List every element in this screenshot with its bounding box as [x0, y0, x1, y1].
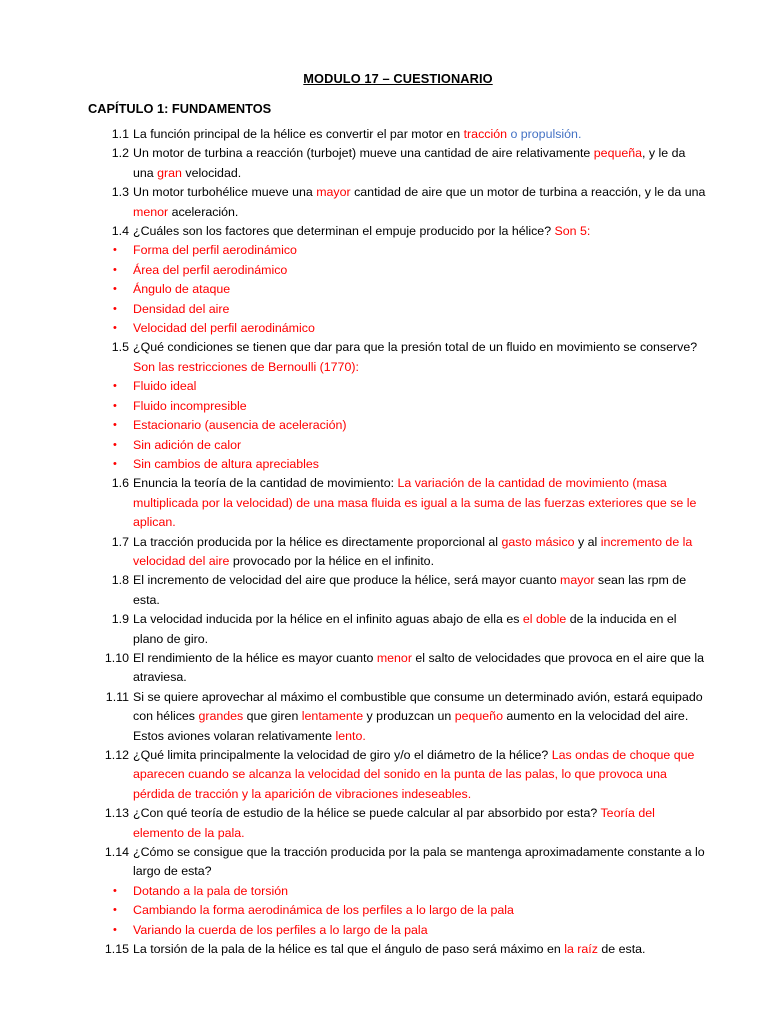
question-text-segment: El rendimiento de la hélice es mayor cuanto	[133, 650, 377, 665]
question-item	[88, 125, 708, 144]
bullet-icon: •	[113, 322, 117, 335]
answer-text: gran	[157, 165, 182, 180]
question-item	[88, 649, 708, 688]
question-text-segment: y al	[574, 534, 601, 549]
question-text	[133, 690, 703, 743]
question-text-segment: ¿Qué condiciones se tienen que dar para que la presión total de un fluido en movimiento se conserve?	[133, 340, 698, 355]
answer-bullet-list	[88, 241, 708, 338]
question-item	[88, 940, 708, 959]
question-number: 1.3	[111, 185, 129, 200]
answer-bullet-item	[113, 377, 708, 396]
question-list	[88, 125, 708, 959]
question-text-segment: La tracción producida por la hélice es directamente proporcional al	[133, 534, 502, 549]
answer-text: Teoría del elemento de la pala.	[133, 806, 655, 840]
bullet-icon: •	[113, 399, 117, 412]
question-text	[133, 146, 685, 179]
answer-bullet-text: Sin adición de calor	[133, 437, 242, 452]
answer-bullet-text: Ángulo de ataque	[133, 282, 231, 297]
answer-bullet-item	[113, 397, 708, 416]
answer-bullet-item	[113, 300, 708, 319]
question-item	[88, 571, 708, 610]
question-text	[133, 535, 692, 568]
bullet-icon: •	[113, 283, 117, 296]
bullet-icon: •	[113, 884, 117, 897]
bullet-icon: •	[113, 419, 117, 432]
question-item	[88, 804, 708, 843]
question-number: 1.2	[111, 146, 129, 161]
question-text-segment: ¿Cuáles son los factores que determinan el empuje producido por la hélice?	[133, 224, 555, 239]
question-text-segment: Enuncia la teoría de la cantidad de movimiento:	[133, 476, 398, 491]
answer-text: incremento de la velocidad del aire	[133, 534, 693, 568]
question-text-segment: sean las rpm de esta.	[133, 573, 687, 607]
question-text-segment: La función principal de la hélice es convertir el par motor en	[133, 127, 464, 141]
answer-bullet-group	[88, 241, 708, 338]
answer-text: tracción	[463, 127, 507, 141]
answer-text: Son 5:	[554, 224, 591, 239]
answer-bullet-text: Densidad del aire	[133, 301, 230, 316]
question-text-segment: La velocidad inducida por la hélice en el infinito aguas abajo de ella es	[133, 612, 523, 627]
bullet-icon: •	[113, 923, 117, 936]
document-title: MODULO 17 – CUESTIONARIO	[303, 71, 493, 86]
answer-text: pequeña	[593, 146, 643, 161]
answer-bullet-group	[88, 882, 708, 940]
question-text-segment: Si se quiere aprovechar al máximo el combustible que consume un determinado avión, estará equipado con hélices	[133, 689, 703, 724]
bullet-icon: •	[113, 244, 117, 257]
question-text	[133, 340, 697, 373]
answer-bullet-item	[113, 319, 708, 338]
question-text	[133, 224, 590, 238]
answer-text: la raíz	[564, 942, 598, 957]
question-text-segment: Un motor de turbina a reacción (turbojet) mueve una cantidad de aire relativamente	[133, 146, 594, 161]
question-text	[133, 845, 705, 878]
question-number: 1.1	[111, 127, 129, 141]
question-text-segment: ¿Cómo se consigue que la tracción producida por la pala se mantenga aproximadamente constante a lo largo de esta?	[133, 845, 705, 879]
answer-text: mayor	[316, 185, 351, 200]
question-text-segment: provocado por la hélice en el infinito.	[229, 553, 435, 568]
question-item	[88, 746, 708, 804]
answer-bullet-text: Variando la cuerda de los perfiles a lo largo de la pala	[133, 922, 428, 937]
question-text-segment: El incremento de velocidad del aire que produce la hélice, será mayor cuanto	[133, 573, 561, 588]
answer-bullet-item	[113, 882, 708, 901]
bullet-icon: •	[113, 263, 117, 276]
answer-bullet-group	[88, 377, 708, 474]
answer-bullet-text: Fluido incompresible	[133, 398, 247, 413]
answer-bullet-list	[88, 377, 708, 474]
bullet-icon: •	[113, 904, 117, 917]
answer-text: grandes	[198, 709, 244, 724]
question-text	[133, 612, 677, 645]
question-text-segment: velocidad.	[181, 165, 242, 180]
answer-bullet-list	[88, 882, 708, 940]
question-item	[88, 843, 708, 882]
question-text-segment: La torsión de la pala de la hélice es tal que el ángulo de paso será máximo en	[133, 942, 565, 957]
answer-bullet-text: Fluido ideal	[133, 379, 197, 394]
question-number: 1.13	[104, 806, 129, 821]
answer-text: menor	[133, 204, 169, 219]
question-item	[88, 222, 708, 241]
question-number: 1.14	[104, 845, 129, 860]
question-number: 1.15	[104, 942, 129, 957]
question-item	[88, 688, 708, 746]
bullet-icon: •	[113, 457, 117, 470]
answer-text: menor	[376, 650, 412, 665]
answer-text: lento.	[335, 728, 366, 743]
question-text	[133, 127, 581, 141]
question-item	[88, 338, 708, 377]
question-text-segment: de esta.	[597, 942, 646, 957]
answer-text: Las ondas de choque que aparecen cuando se alcanza la velocidad del sonido en la punta de las palas, lo que provoca una pérdida de tracción y la aparición de vibraciones indeseables.	[133, 748, 695, 801]
question-text-segment: cantidad de aire que un motor de turbina a reacción, y le da una	[350, 185, 706, 200]
answer-bullet-item	[113, 921, 708, 940]
question-number: 1.6	[111, 476, 129, 491]
question-text-segment: aceleración.	[168, 204, 239, 219]
answer-bullet-text: Estacionario (ausencia de aceleración)	[133, 418, 347, 433]
answer-bullet-text: Dotando a la pala de torsión	[133, 883, 288, 898]
answer-bullet-text: Forma del perfil aerodinámico	[133, 243, 297, 258]
answer-text: pequeño	[454, 709, 503, 724]
question-number: 1.11	[105, 689, 129, 704]
bullet-icon: •	[113, 438, 117, 451]
question-number: 1.7	[111, 534, 129, 549]
answer-bullet-item	[113, 261, 708, 280]
question-text	[133, 806, 655, 839]
answer-text: o propulsión.	[507, 127, 582, 141]
answer-text: el doble	[522, 612, 567, 627]
answer-bullet-text: Velocidad del perfil aerodinámico	[133, 321, 315, 336]
question-text-segment: , y le da una	[133, 146, 686, 180]
answer-text: Son las restricciones de Bernoulli (1770):	[133, 359, 359, 374]
question-number: 1.9	[111, 612, 129, 627]
question-text-segment: Un motor turbohélice mueve una	[133, 185, 317, 200]
question-item	[88, 144, 708, 183]
question-text-segment: y produzcan un	[363, 709, 455, 724]
answer-bullet-text: Cambiando la forma aerodinámica de los perfiles a lo largo de la pala	[133, 903, 514, 918]
question-text	[133, 942, 645, 956]
question-text-segment: el salto de velocidades que provoca en el aire que la atraviesa.	[133, 650, 705, 685]
answer-text: lentamente	[301, 709, 364, 724]
chapter-heading: CAPÍTULO 1: FUNDAMENTOS	[88, 101, 272, 116]
answer-bullet-item	[113, 901, 708, 920]
answer-bullet-item	[113, 280, 708, 299]
answer-bullet-text: Sin cambios de altura apreciables	[133, 456, 319, 471]
question-text	[133, 651, 704, 684]
answer-bullet-item	[113, 455, 708, 474]
question-number: 1.4	[111, 224, 129, 239]
answer-bullet-text: Área del perfil aerodinámico	[133, 262, 288, 277]
answer-text: mayor	[560, 573, 595, 588]
bullet-icon: •	[113, 302, 117, 315]
question-item	[88, 533, 708, 572]
question-text-segment: que giren	[243, 709, 302, 724]
question-number: 1.12	[104, 748, 129, 762]
question-number: 1.8	[111, 573, 129, 588]
bullet-icon: •	[113, 380, 117, 393]
question-text	[133, 748, 694, 801]
answer-bullet-item	[113, 241, 708, 260]
question-text	[133, 185, 705, 218]
question-number: 1.5	[111, 340, 129, 355]
answer-text: gasto másico	[501, 534, 575, 549]
question-item	[88, 474, 708, 532]
question-item	[88, 183, 708, 222]
question-text-segment: aumento en la velocidad del aire. Estos aviones volaran relativamente	[133, 709, 689, 743]
answer-text: La variación de la cantidad de movimiento (masa multiplicada por la velocidad) de una masa fluida es igual a la suma de las fuerzas exteriores que se le aplican.	[133, 476, 697, 530]
question-item	[88, 610, 708, 649]
question-text-segment: de la inducida en el plano de giro.	[133, 612, 677, 646]
question-text-segment: ¿Qué limita principalmente la velocidad de giro y/o el diámetro de la hélice?	[133, 748, 552, 762]
question-text	[133, 573, 686, 606]
question-number: 1.10	[104, 650, 129, 665]
answer-bullet-item	[113, 436, 708, 455]
answer-bullet-item	[113, 416, 708, 435]
question-text	[133, 476, 696, 529]
question-text-segment: ¿Con qué teoría de estudio de la hélice se puede calcular al par absorbido por esta?	[133, 806, 601, 821]
